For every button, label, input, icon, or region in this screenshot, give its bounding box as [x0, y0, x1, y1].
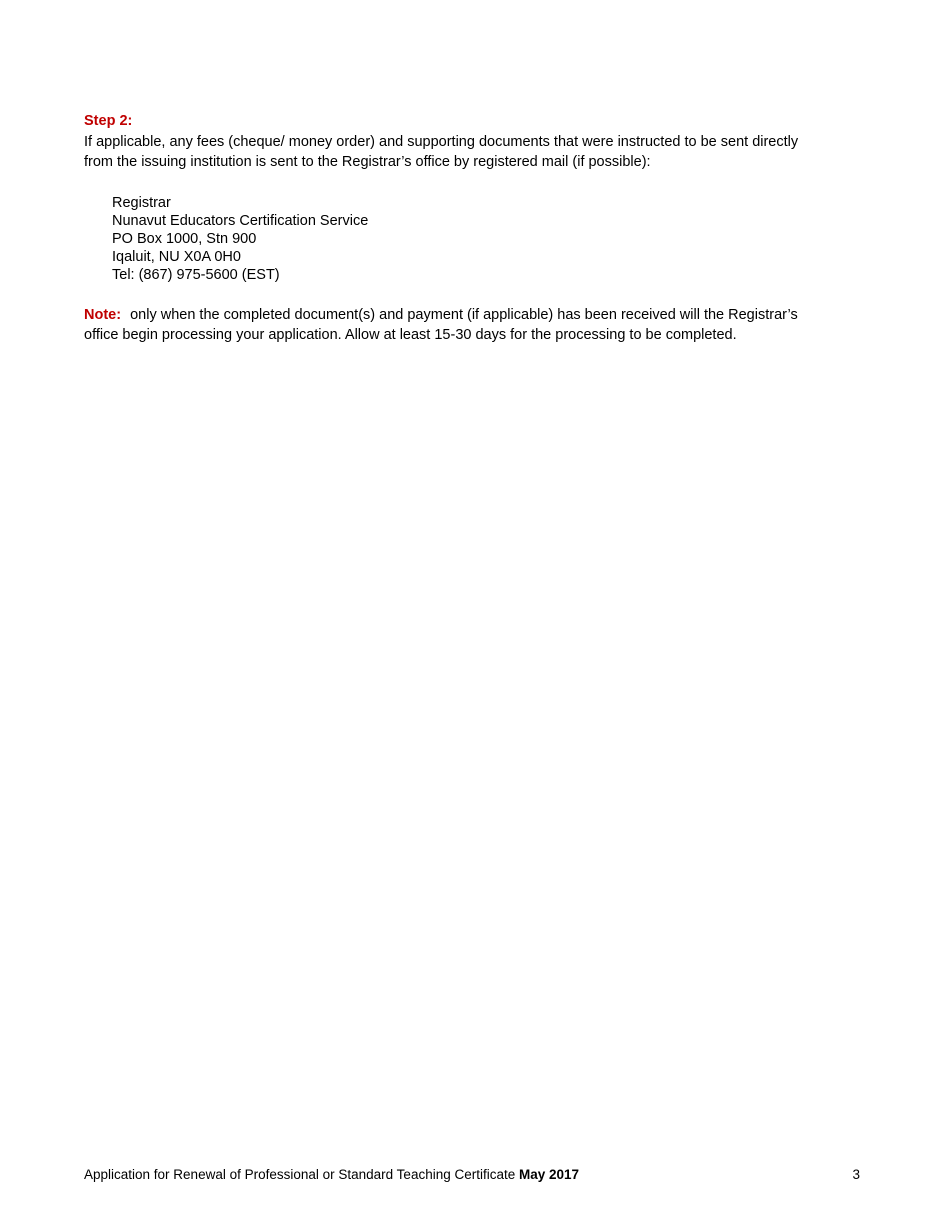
address-line-city: Iqaluit, NU X0A 0H0 — [112, 248, 241, 265]
step-description: If applicable, any fees (cheque/ money order) and supporting documents that were instructed to be sent directly from the issuing institution is sent to the Registrar’s office by registered mail (if possible): — [84, 133, 799, 170]
address-line-po-box: PO Box 1000, Stn 900 — [112, 230, 257, 247]
page-footer — [84, 1167, 860, 1182]
page-content — [84, 111, 824, 346]
address-line-organization: Nunavut Educators Certification Service — [112, 212, 369, 229]
note-text: only when the completed document(s) and payment (if applicable) has been received will the Registrar’s office begin processing your application. Allow at least 15-30 days for the processing to be completed. — [84, 306, 798, 343]
footer-date: May 2017 — [519, 1167, 580, 1182]
address-line-phone: Tel: (867) 975-5600 (EST) — [112, 266, 280, 283]
step-heading: Step 2: — [84, 113, 133, 129]
footer-title-text: Application for Renewal of Professional or Standard Teaching Certificate — [84, 1167, 516, 1182]
note-paragraph — [84, 305, 824, 346]
page-number: 3 — [852, 1167, 860, 1182]
footer-document-title — [84, 1167, 579, 1182]
address-line-recipient: Registrar — [112, 194, 171, 211]
mailing-address — [112, 194, 824, 284]
note-label: Note: — [84, 306, 122, 323]
